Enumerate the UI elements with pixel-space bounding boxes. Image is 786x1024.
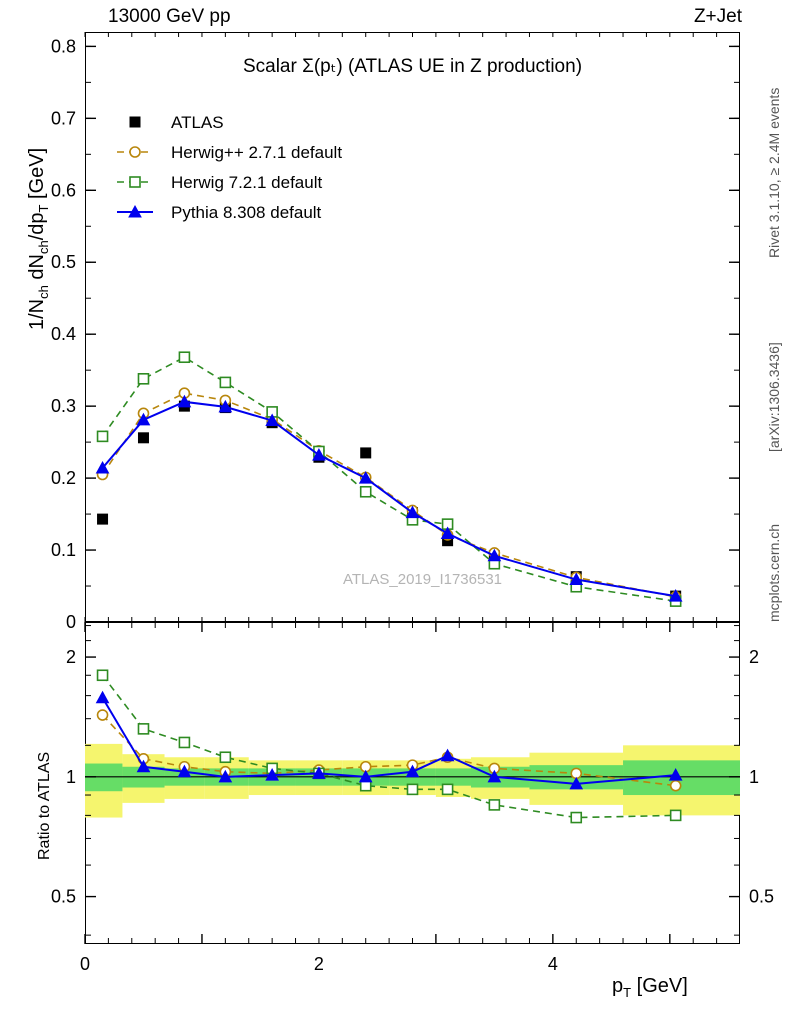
series-line <box>103 402 676 596</box>
marker-square-open <box>220 377 230 387</box>
marker-square-open <box>98 670 108 680</box>
y-axis-title-text: $1/N_{ch}$ $dN_{ch}/dp_T$ [GeV] <box>26 147 51 330</box>
marker-square-open <box>138 374 148 384</box>
ratio-y-axis-title: Ratio to ATLAS <box>36 751 53 860</box>
header-left-label: 13000 GeV pp <box>108 6 231 27</box>
x-tick-label: 0 <box>79 954 91 974</box>
y-tick-label: 0.7 <box>50 108 76 129</box>
y-tick-label: 0.1 <box>50 540 76 561</box>
marker-square-open <box>130 177 140 187</box>
legend-label: Pythia 8.308 default <box>171 203 322 222</box>
y-axis-title <box>26 148 51 330</box>
ratio-y-tick-label-right: 0.5 <box>749 886 775 907</box>
marker-square-open <box>179 352 189 362</box>
marker-square-open <box>408 784 418 794</box>
marker-circle <box>98 710 108 720</box>
marker-square <box>138 433 148 443</box>
marker-circle <box>671 781 681 791</box>
y-tick-label: 0.5 <box>50 252 76 273</box>
ratio-y-tick-label: 2 <box>65 647 76 668</box>
y-tick-label: 0.4 <box>50 324 76 345</box>
legend-entry-1[interactable] <box>117 143 342 162</box>
marker-square-open <box>361 487 371 497</box>
plot-title: Scalar Σ(pₜ) (ATLAS UE in Z production) <box>242 56 583 77</box>
marker-square <box>98 514 108 524</box>
header-right-label: Z+Jet <box>693 6 742 27</box>
y-tick-label: 0.8 <box>50 36 76 57</box>
y-tick-label: 0.3 <box>50 396 76 417</box>
y-tick-label: 0 <box>65 612 76 632</box>
x-tick-label: 4 <box>547 954 558 974</box>
marker-square-open <box>671 810 681 820</box>
legend-label: Herwig++ 2.7.1 default <box>171 143 343 162</box>
legend-entry-2[interactable] <box>117 173 322 192</box>
marker-square-open <box>98 431 108 441</box>
ratio-y-tick-label-right: 2 <box>749 647 760 668</box>
marker-circle <box>130 147 140 157</box>
ratio-y-tick-label-right: 1 <box>749 766 760 787</box>
marker-square-open <box>220 752 230 762</box>
legend-entry-0[interactable] <box>130 113 224 132</box>
x-axis-title: $p_T$ [GeV] <box>612 975 688 1000</box>
legend-label: ATLAS <box>171 113 224 132</box>
watermark-label: ATLAS_2019_I1736531 <box>342 571 503 588</box>
legend-entry-3[interactable] <box>117 203 322 222</box>
arxiv-label: [arXiv:1306.3436] <box>766 342 782 452</box>
ratio-y-tick-label: 0.5 <box>50 886 76 907</box>
marker-square-open <box>489 800 499 810</box>
x-tick-label: 2 <box>313 954 324 974</box>
marker-square-open <box>179 737 189 747</box>
legend-label: Herwig 7.2.1 default <box>171 173 323 192</box>
marker-square-open <box>138 724 148 734</box>
rivet-version-label: Rivet 3.1.10, ≥ 2.4M events <box>766 87 782 258</box>
marker-square <box>130 117 140 127</box>
marker-square-open <box>571 813 581 823</box>
mcplots-site-label: mcplots.cern.ch <box>766 523 782 622</box>
marker-square <box>361 448 371 458</box>
y-tick-label: 0.2 <box>50 468 76 489</box>
marker-square-open <box>443 784 453 794</box>
ratio-y-tick-label: 1 <box>65 766 76 787</box>
marker-triangle <box>97 692 109 703</box>
y-tick-label: 0.6 <box>50 180 76 201</box>
